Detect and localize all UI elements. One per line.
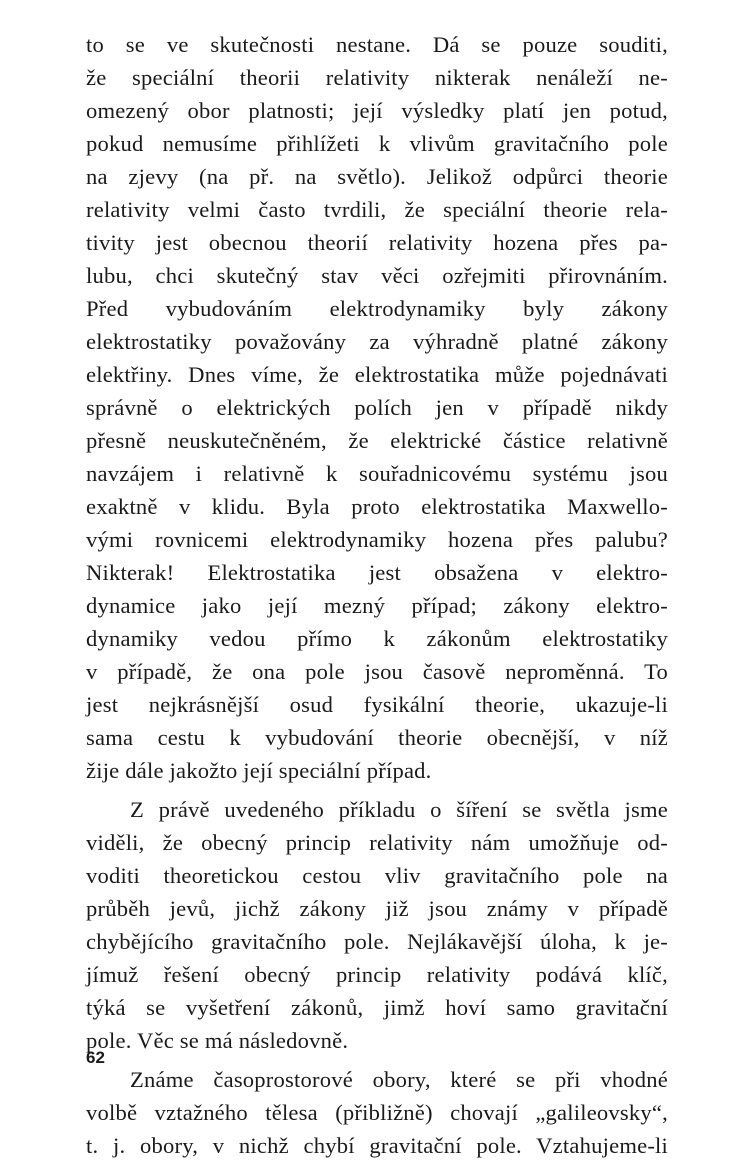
text-line: vými rovnicemi elektrodynamiky hozena přes palubu?: [86, 527, 668, 552]
text-line: dynamice jako její mezný případ; zákony elektro-: [86, 593, 668, 618]
text-line: týká se vyšetření zákonů, jimž hoví samo gravitační: [86, 995, 668, 1020]
text-line: Známe časoprostorové obory, které se při vhodné: [130, 1067, 668, 1092]
text-line: viděli, že obecný princip relativity nám umožňuje od-: [86, 830, 668, 855]
text-line: Z právě uvedeného příkladu o šíření se světla jsme: [130, 797, 668, 822]
paragraph-3: [86, 1063, 668, 1162]
text-line: pokud nemusíme přihlížeti k vlivům gravitačního pole: [86, 131, 668, 156]
text-line: to se ve skutečnosti nestane. Dá se pouze souditi,: [86, 32, 668, 57]
text-line: lubu, chci skutečný stav věci ozřejmiti přirovnáním.: [86, 263, 668, 288]
text-line: sama cestu k vybudování theorie obecnější, v níž: [86, 725, 668, 750]
text-line: omezený obor platnosti; její výsledky platí jen potud,: [86, 98, 668, 123]
text-line: elektřiny. Dnes víme, že elektrostatika může pojednávati: [86, 362, 668, 387]
text-line: t. j. obory, v nichž chybí gravitační pole. Vztahujeme-li: [86, 1133, 668, 1158]
text-line: volbě vztažného tělesa (přibližně) chovají „galileovsky“,: [86, 1100, 668, 1125]
text-line: že speciální theorii relativity nikterak nenáleží ne-: [86, 65, 668, 90]
text-line: pole. Věc se má následovně.: [86, 1028, 349, 1053]
text-line: jest nejkrásnější osud fysikální theorie, ukazuje-li: [86, 692, 668, 717]
text-line: voditi theoretickou cestou vliv gravitačního pole na: [86, 863, 668, 888]
text-line: v případě, že ona pole jsou časově neproměnná. To: [86, 659, 668, 684]
page-body: [86, 28, 668, 1162]
text-line: jímuž řešení obecný princip relativity podává klíč,: [86, 962, 668, 987]
text-line: na zjevy (na př. na světlo). Jelikož odpůrci theorie: [86, 164, 668, 189]
text-line: Před vybudováním elektrodynamiky byly zákony: [86, 296, 668, 321]
text-line: tivity jest obecnou theorií relativity hozena přes pa-: [86, 230, 668, 255]
text-line: žije dále jakožto její speciální případ.: [86, 758, 432, 783]
text-line: průběh jevů, jichž zákony již jsou známy v případě: [86, 896, 668, 921]
text-line: dynamiky vedou přímo k zákonům elektrostatiky: [86, 626, 668, 651]
paragraph-2: [86, 793, 668, 1057]
text-line: chybějícího gravitačního pole. Nejlákavější úloha, k je-: [86, 929, 668, 954]
text-line: exaktně v klidu. Byla proto elektrostatika Maxwello-: [86, 494, 668, 519]
page-number: 62: [86, 1048, 105, 1067]
text-line: elektrostatiky považovány za výhradně platné zákony: [86, 329, 668, 354]
paragraph-1: [86, 28, 668, 787]
text-line: správně o elektrických polích jen v případě nikdy: [86, 395, 668, 420]
text-line: relativity velmi často tvrdili, že speciální theorie rela-: [86, 197, 668, 222]
text-line: přesně neuskutečněném, že elektrické částice relativně: [86, 428, 668, 453]
text-line: navzájem i relativně k souřadnicovému systému jsou: [86, 461, 668, 486]
text-line: Nikterak! Elektrostatika jest obsažena v elektro-: [86, 560, 668, 585]
